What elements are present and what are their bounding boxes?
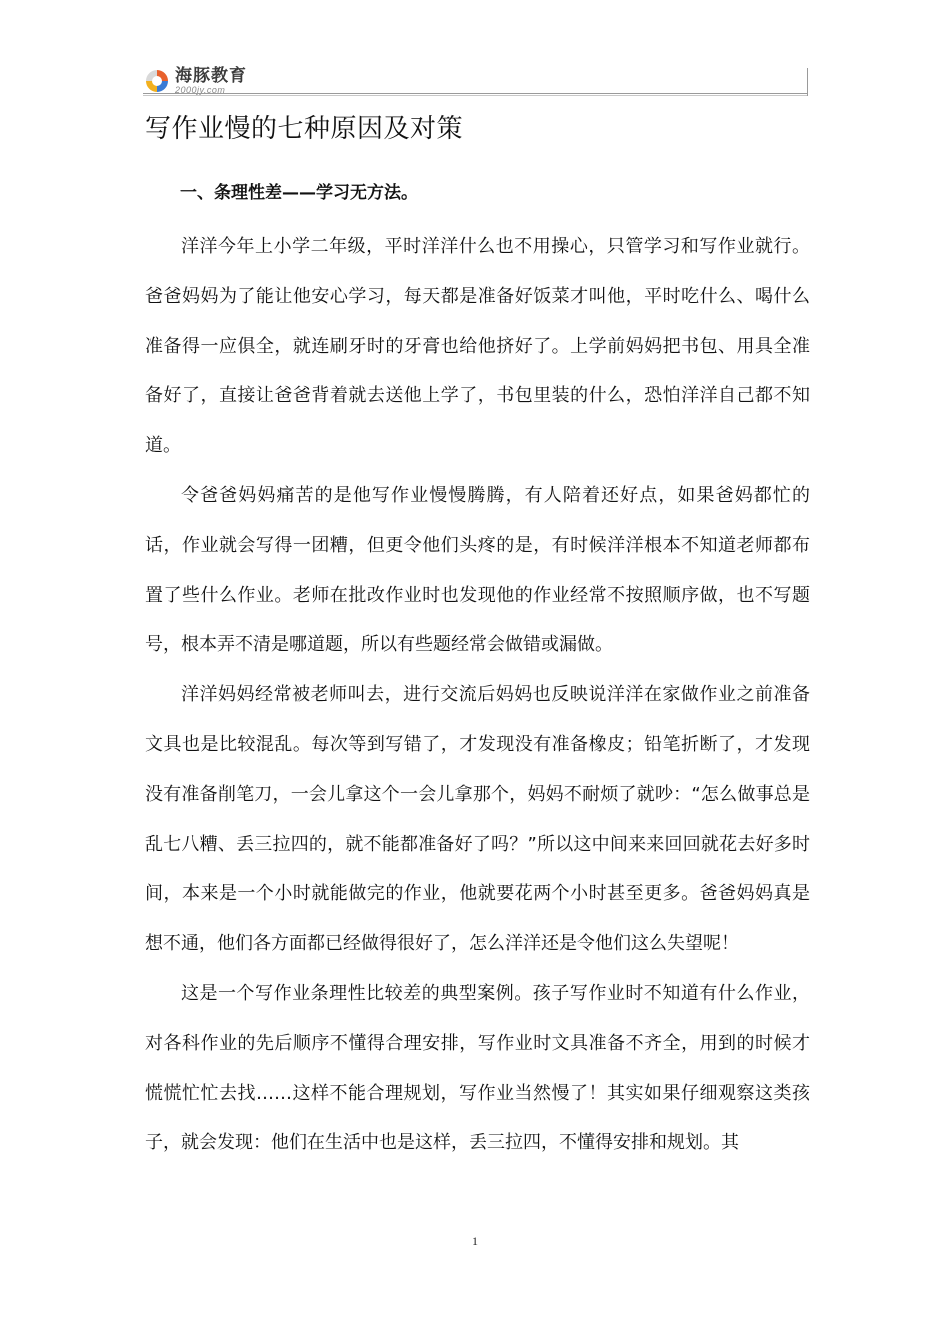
header-divider: [143, 93, 808, 94]
brand-logo: [143, 66, 247, 96]
header-corner-mark: [807, 68, 808, 96]
logo-url: 2000jy.com: [175, 84, 226, 95]
body-paragraph: 洋洋妈妈经常被老师叫去，进行交流后妈妈也反映说洋洋在家做作业之前准备文具也是比较混乱。每次等到写错了，才发现没有准备橡皮；铅笔折断了，才发现没有准备削笔刀，一会儿拿这个一会儿拿那个，妈妈不耐烦了就吵：“怎么做事总是乱七八糟、丢三拉四的，就不能都准备好了吗？”所以这中间来来回回就花去好多时间，本来是一个小时就能做完的作业，他就要花两个小时甚至更多。爸爸妈妈真是想不通，他们各方面都已经做得很好了，怎么洋洋还是令他们这么失望呢！: [145, 684, 810, 955]
body-paragraph: 令爸爸妈妈痛苦的是他写作业慢慢腾腾，有人陪着还好点，如果爸妈都忙的话，作业就会写得一团糟，但更令他们头疼的是，有时候洋洋根本不知道老师都布置了些什么作业。老师在批改作业时也发现他的作业经常不按照顺序做，也不写题号，根本弄不清是哪道题，所以有些题经常会做错或漏做。: [145, 484, 810, 656]
document-body: [145, 222, 810, 1168]
header-divider-secondary: [143, 95, 808, 96]
page-number: 1: [472, 1234, 478, 1248]
section-heading: 一、条理性差——学习无方法。: [180, 183, 418, 203]
document-title: 写作业慢的七种原因及对策: [145, 114, 464, 144]
dolphin-logo-icon: [143, 67, 171, 95]
logo-name: 海豚教育: [175, 65, 247, 86]
body-paragraph: 洋洋今年上小学二年级，平时洋洋什么也不用操心，只管学习和写作业就行。爸爸妈妈为了能让他安心学习，每天都是准备好饭菜才叫他，平时吃什么、喝什么准备得一应俱全，就连刷牙时的牙膏也给他挤好了。上学前妈妈把书包、用具全准备好了，直接让爸爸背着就去送他上学了，书包里装的什么，恐怕洋洋自己都不知道。: [145, 236, 810, 457]
page-header: [143, 64, 808, 98]
body-paragraph: 这是一个写作业条理性比较差的典型案例。孩子写作业时不知道有什么作业，对各科作业的先后顺序不懂得合理安排，写作业时文具准备不齐全，用到的时候才慌慌忙忙去找……这样不能合理规划，写作业当然慢了！其实如果仔细观察这类孩子，就会发现：他们在生活中也是这样，丢三拉四，不懂得安排和规划。其: [145, 982, 810, 1154]
